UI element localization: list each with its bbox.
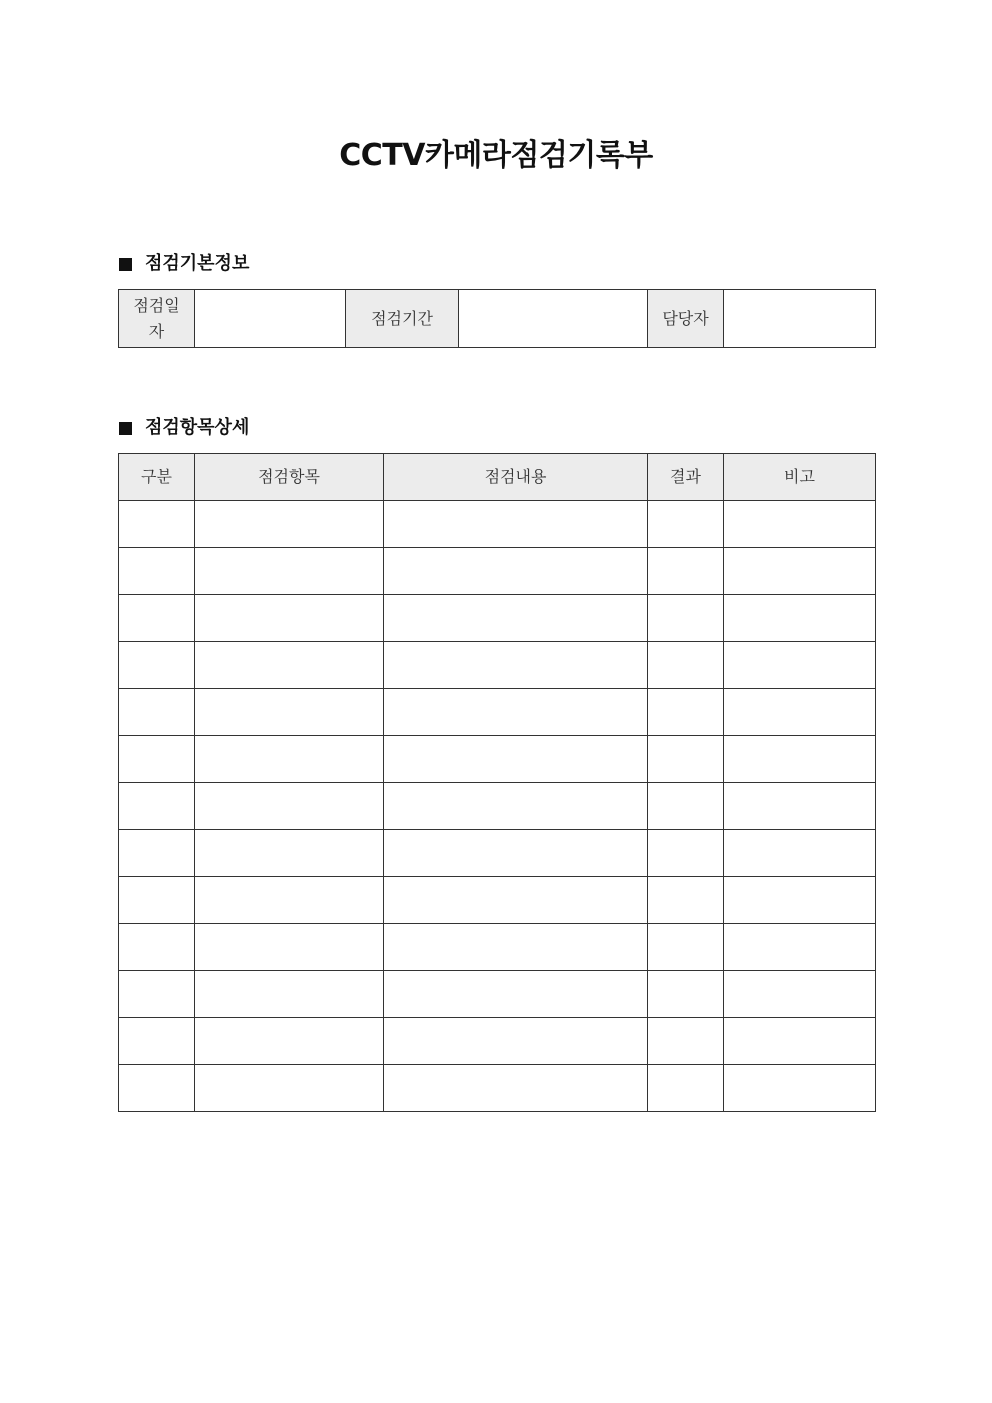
category-cell[interactable] (119, 971, 195, 1018)
inspection-date-label: 점검일자 (119, 290, 195, 348)
item-cell[interactable] (195, 736, 384, 783)
content-cell[interactable] (384, 924, 648, 971)
table-row (119, 877, 876, 924)
column-header-item: 점검항목 (195, 454, 384, 501)
content-cell[interactable] (384, 783, 648, 830)
remarks-cell[interactable] (724, 1018, 876, 1065)
content-cell[interactable] (384, 1065, 648, 1112)
section-heading-details (119, 415, 249, 441)
table-row (119, 1065, 876, 1112)
category-cell[interactable] (119, 548, 195, 595)
table-row (119, 548, 876, 595)
item-cell[interactable] (195, 924, 384, 971)
section-heading-basic-info (119, 251, 249, 277)
result-cell[interactable] (648, 548, 724, 595)
result-cell[interactable] (648, 689, 724, 736)
item-cell[interactable] (195, 595, 384, 642)
category-cell[interactable] (119, 1018, 195, 1065)
item-cell[interactable] (195, 971, 384, 1018)
table-row (119, 1018, 876, 1065)
table-row (119, 501, 876, 548)
square-bullet-icon (119, 258, 132, 271)
remarks-cell[interactable] (724, 830, 876, 877)
column-header-category: 구분 (119, 454, 195, 501)
content-cell[interactable] (384, 877, 648, 924)
result-cell[interactable] (648, 1018, 724, 1065)
table-row (119, 830, 876, 877)
category-cell[interactable] (119, 689, 195, 736)
result-cell[interactable] (648, 1065, 724, 1112)
category-cell[interactable] (119, 924, 195, 971)
table-row (119, 971, 876, 1018)
inspection-period-field[interactable] (459, 290, 648, 348)
remarks-cell[interactable] (724, 689, 876, 736)
item-cell[interactable] (195, 1018, 384, 1065)
category-cell[interactable] (119, 830, 195, 877)
category-cell[interactable] (119, 783, 195, 830)
remarks-cell[interactable] (724, 924, 876, 971)
result-cell[interactable] (648, 736, 724, 783)
result-cell[interactable] (648, 501, 724, 548)
table-header-row (119, 454, 876, 501)
item-cell[interactable] (195, 501, 384, 548)
category-cell[interactable] (119, 501, 195, 548)
remarks-cell[interactable] (724, 642, 876, 689)
table-row (119, 642, 876, 689)
inspection-period-label: 점검기간 (346, 290, 459, 348)
item-cell[interactable] (195, 783, 384, 830)
content-cell[interactable] (384, 595, 648, 642)
result-cell[interactable] (648, 783, 724, 830)
page-title: CCTV카메라점검기록부 (339, 138, 653, 173)
content-cell[interactable] (384, 548, 648, 595)
column-header-remarks: 비고 (724, 454, 876, 501)
category-cell[interactable] (119, 1065, 195, 1112)
inspection-detail-table (118, 453, 876, 1112)
content-cell[interactable] (384, 642, 648, 689)
table-row (119, 924, 876, 971)
basic-info-table (118, 289, 876, 348)
column-header-content: 점검내용 (384, 454, 648, 501)
content-cell[interactable] (384, 971, 648, 1018)
person-in-charge-label: 담당자 (648, 290, 724, 348)
item-cell[interactable] (195, 548, 384, 595)
table-row (119, 595, 876, 642)
table-row (119, 783, 876, 830)
column-header-result: 결과 (648, 454, 724, 501)
content-cell[interactable] (384, 689, 648, 736)
content-cell[interactable] (384, 830, 648, 877)
person-in-charge-field[interactable] (724, 290, 876, 348)
item-cell[interactable] (195, 689, 384, 736)
section-heading-label: 점검기본정보 (145, 253, 250, 274)
result-cell[interactable] (648, 642, 724, 689)
category-cell[interactable] (119, 736, 195, 783)
result-cell[interactable] (648, 924, 724, 971)
table-row (119, 290, 876, 348)
remarks-cell[interactable] (724, 783, 876, 830)
remarks-cell[interactable] (724, 548, 876, 595)
table-row (119, 689, 876, 736)
item-cell[interactable] (195, 830, 384, 877)
item-cell[interactable] (195, 1065, 384, 1112)
remarks-cell[interactable] (724, 736, 876, 783)
category-cell[interactable] (119, 877, 195, 924)
section-heading-label: 점검항목상세 (145, 417, 250, 438)
remarks-cell[interactable] (724, 971, 876, 1018)
content-cell[interactable] (384, 1018, 648, 1065)
content-cell[interactable] (384, 501, 648, 548)
remarks-cell[interactable] (724, 501, 876, 548)
item-cell[interactable] (195, 642, 384, 689)
result-cell[interactable] (648, 595, 724, 642)
remarks-cell[interactable] (724, 877, 876, 924)
table-row (119, 736, 876, 783)
result-cell[interactable] (648, 877, 724, 924)
remarks-cell[interactable] (724, 595, 876, 642)
content-cell[interactable] (384, 736, 648, 783)
category-cell[interactable] (119, 595, 195, 642)
remarks-cell[interactable] (724, 1065, 876, 1112)
item-cell[interactable] (195, 877, 384, 924)
square-bullet-icon (119, 422, 132, 435)
result-cell[interactable] (648, 971, 724, 1018)
result-cell[interactable] (648, 830, 724, 877)
category-cell[interactable] (119, 642, 195, 689)
inspection-date-field[interactable] (195, 290, 346, 348)
